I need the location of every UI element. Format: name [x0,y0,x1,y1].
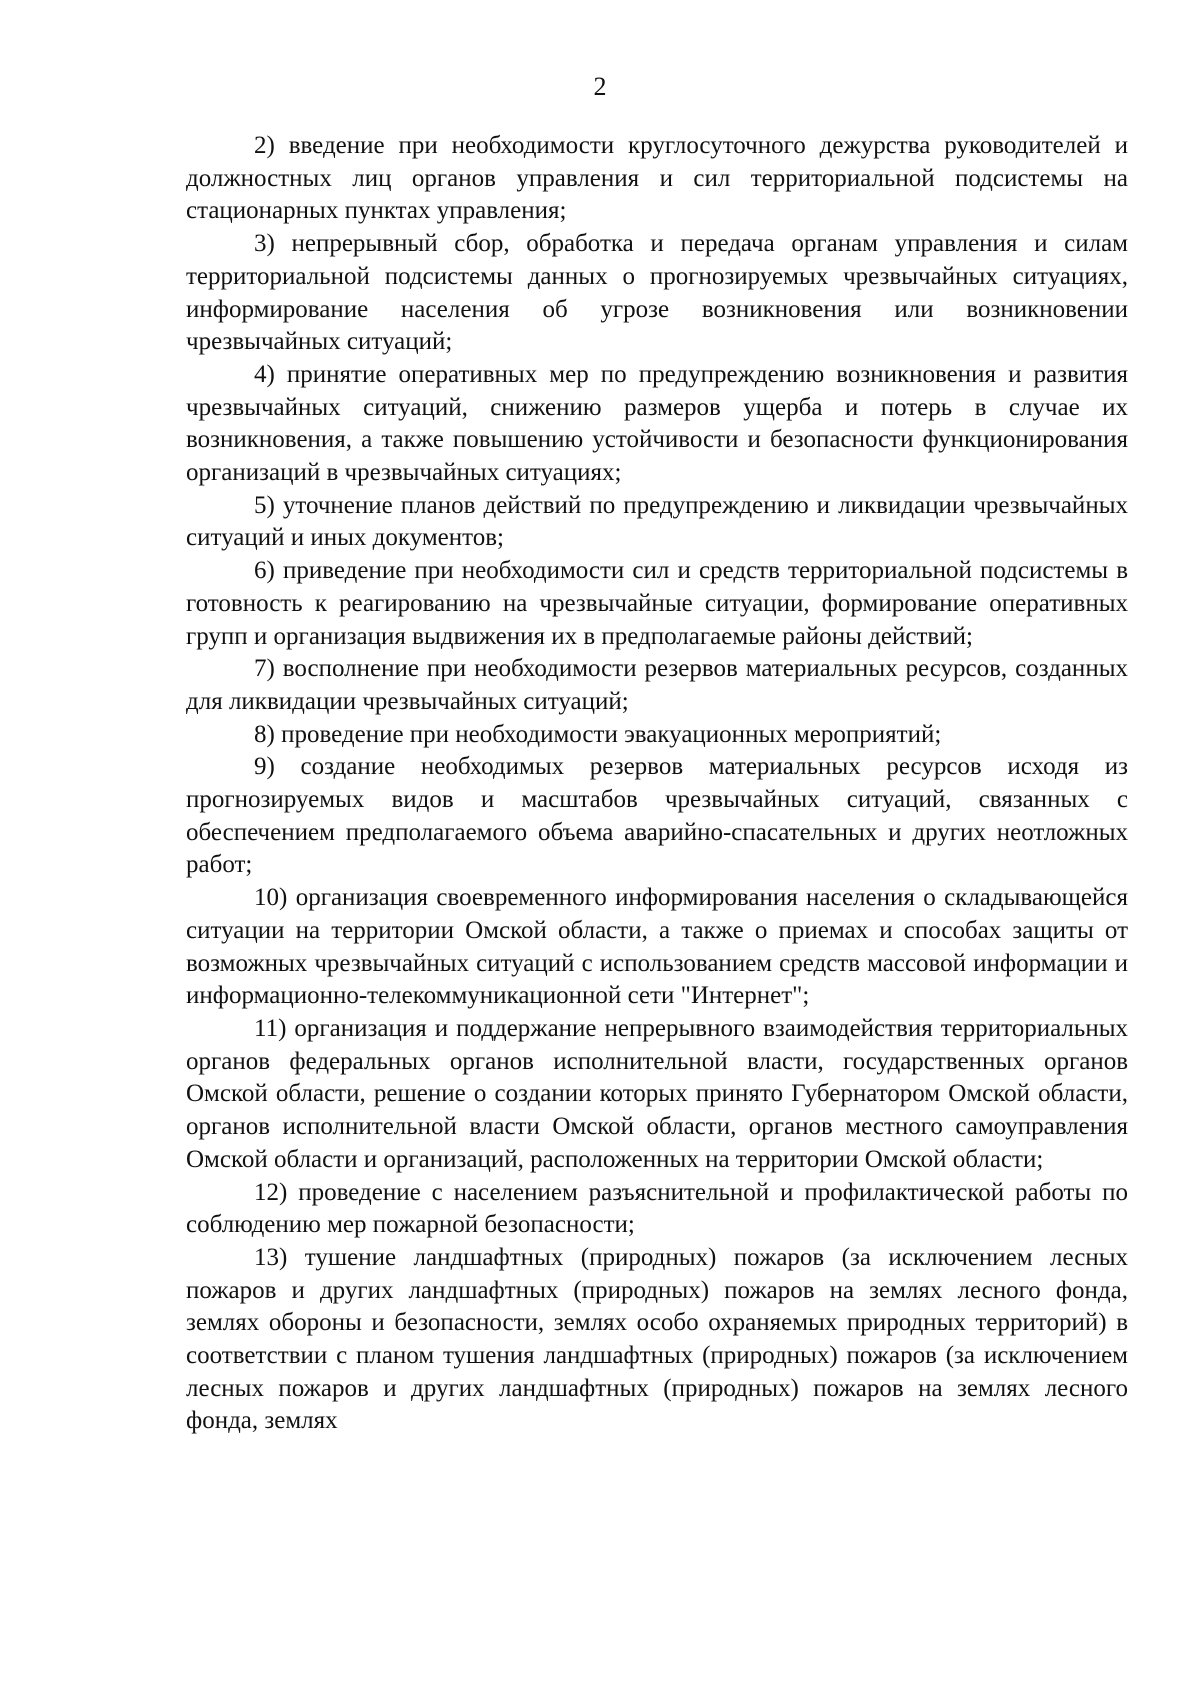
paragraph-item-2: 2) введение при необходимости круглосуточного дежурства руководителей и должностных лиц органов управления и сил территориальной подсистемы на стационарных пунктах управления; [186,132,1128,225]
paragraph-item-11: 11) организация и поддержание непрерывного взаимодействия территориальных органов федеральных органов исполнительной власти, государственных органов Омской области, решение о создании которых принято Губернатором Омской области, органов исполнительной власти Омской области, органов местного самоуправления Омской области и организаций, расположенных на территории Омской области; [186,1014,1128,1173]
paragraph-item-9: 9) создание необходимых резервов материальных ресурсов исходя из прогнозируемых видов и масштабов чрезвычайных ситуаций, связанных с обеспечением предполагаемого объема аварийно-спасательных и других неотложных работ; [186,753,1128,879]
paragraph-item-7: 7) восполнение при необходимости резервов материальных ресурсов, созданных для ликвидации чрезвычайных ситуаций; [186,655,1128,715]
paragraph-item-6: 6) приведение при необходимости сил и средств территориальной подсистемы в готовность к реагированию на чрезвычайные ситуации, формирование оперативных групп и организация выдвижения их в предполагаемые районы действий; [186,557,1128,650]
paragraph-item-12: 12) проведение с населением разъяснительной и профилактической работы по соблюдению мер пожарной безопасности; [186,1178,1128,1239]
paragraph-item-3: 3) непрерывный сбор, обработка и передача органам управления и силам территориальной подсистемы данных о прогнозируемых чрезвычайных ситуациях, информирование населения об угрозе возникновения или возникновении чрезвычайных ситуаций; [186,230,1128,356]
document-body [186,130,1128,1438]
paragraph-item-13: 13) тушение ландшафтных (природных) пожаров (за исключением лесных пожаров и других ландшафтных (природных) пожаров на землях лесного фонда, землях обороны и безопасности, землях особо охраняемых природных территорий) в соответствии с планом тушения ландшафтных (природных) пожаров (за исключением лесных пожаров и других ландшафтных (природных) пожаров на землях лесного фонда, землях [186,1243,1128,1435]
page-number: 2 [593,72,607,101]
paragraph-item-4: 4) принятие оперативных мер по предупреждению возникновения и развития чрезвычайных ситуаций, снижению размеров ущерба и потерь в случае их возникновения, а также повышению устойчивости и безопасности функционирования организаций в чрезвычайных ситуациях; [186,360,1128,487]
paragraph-item-8: 8) проведение при необходимости эвакуационных мероприятий; [254,720,942,748]
paragraph-item-5: 5) уточнение планов действий по предупреждению и ликвидации чрезвычайных ситуаций и иных документов; [186,491,1128,552]
paragraph-item-10: 10) организация своевременного информирования населения о складывающейся ситуации на территории Омской области, а также о приемах и способах защиты от возможных чрезвычайных ситуаций с использованием средств массовой информации и информационно-телекоммуникационной сети "Интернет"; [186,884,1128,1010]
